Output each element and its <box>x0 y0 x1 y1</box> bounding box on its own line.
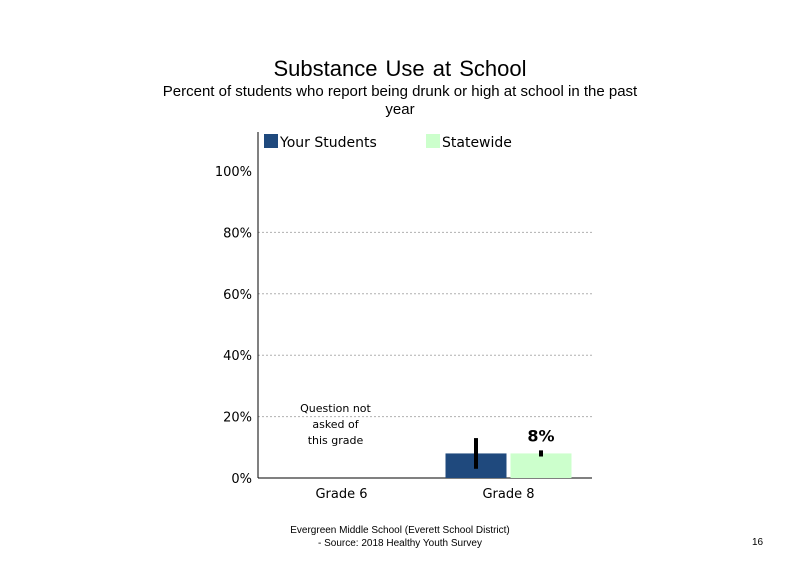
legend-label: Your Students <box>280 135 377 151</box>
y-tick-label: 0% <box>231 472 252 487</box>
legend-swatch <box>426 134 440 148</box>
annotation-text: asked of <box>312 418 359 431</box>
y-tick-label: 80% <box>223 226 252 242</box>
annotation-text: this grade <box>307 434 364 447</box>
annotation-text: Question not <box>300 402 371 415</box>
legend-label: Statewide <box>442 135 512 151</box>
footer-school: Evergreen Middle School (Everett School District) <box>290 525 510 536</box>
footer-source: - Source: 2018 Healthy Youth Survey <box>318 538 482 549</box>
y-tick-label: 60% <box>223 287 252 303</box>
y-tick-label: 100% <box>214 165 252 180</box>
page-number: 16 <box>752 537 764 548</box>
data-label: 8% <box>527 426 555 446</box>
x-tick-label: Grade 6 <box>315 487 368 502</box>
y-tick-label: 40% <box>223 349 252 365</box>
x-tick-label: Grade 8 <box>482 487 535 502</box>
legend-swatch <box>264 134 278 148</box>
bar <box>511 453 572 478</box>
chart-title: Substance Use at School <box>273 56 527 81</box>
footer <box>200 524 600 550</box>
y-tick-label: 20% <box>223 410 252 426</box>
chart-subtitle: Percent of students who report being drunk or high at school in the past year <box>162 83 638 118</box>
